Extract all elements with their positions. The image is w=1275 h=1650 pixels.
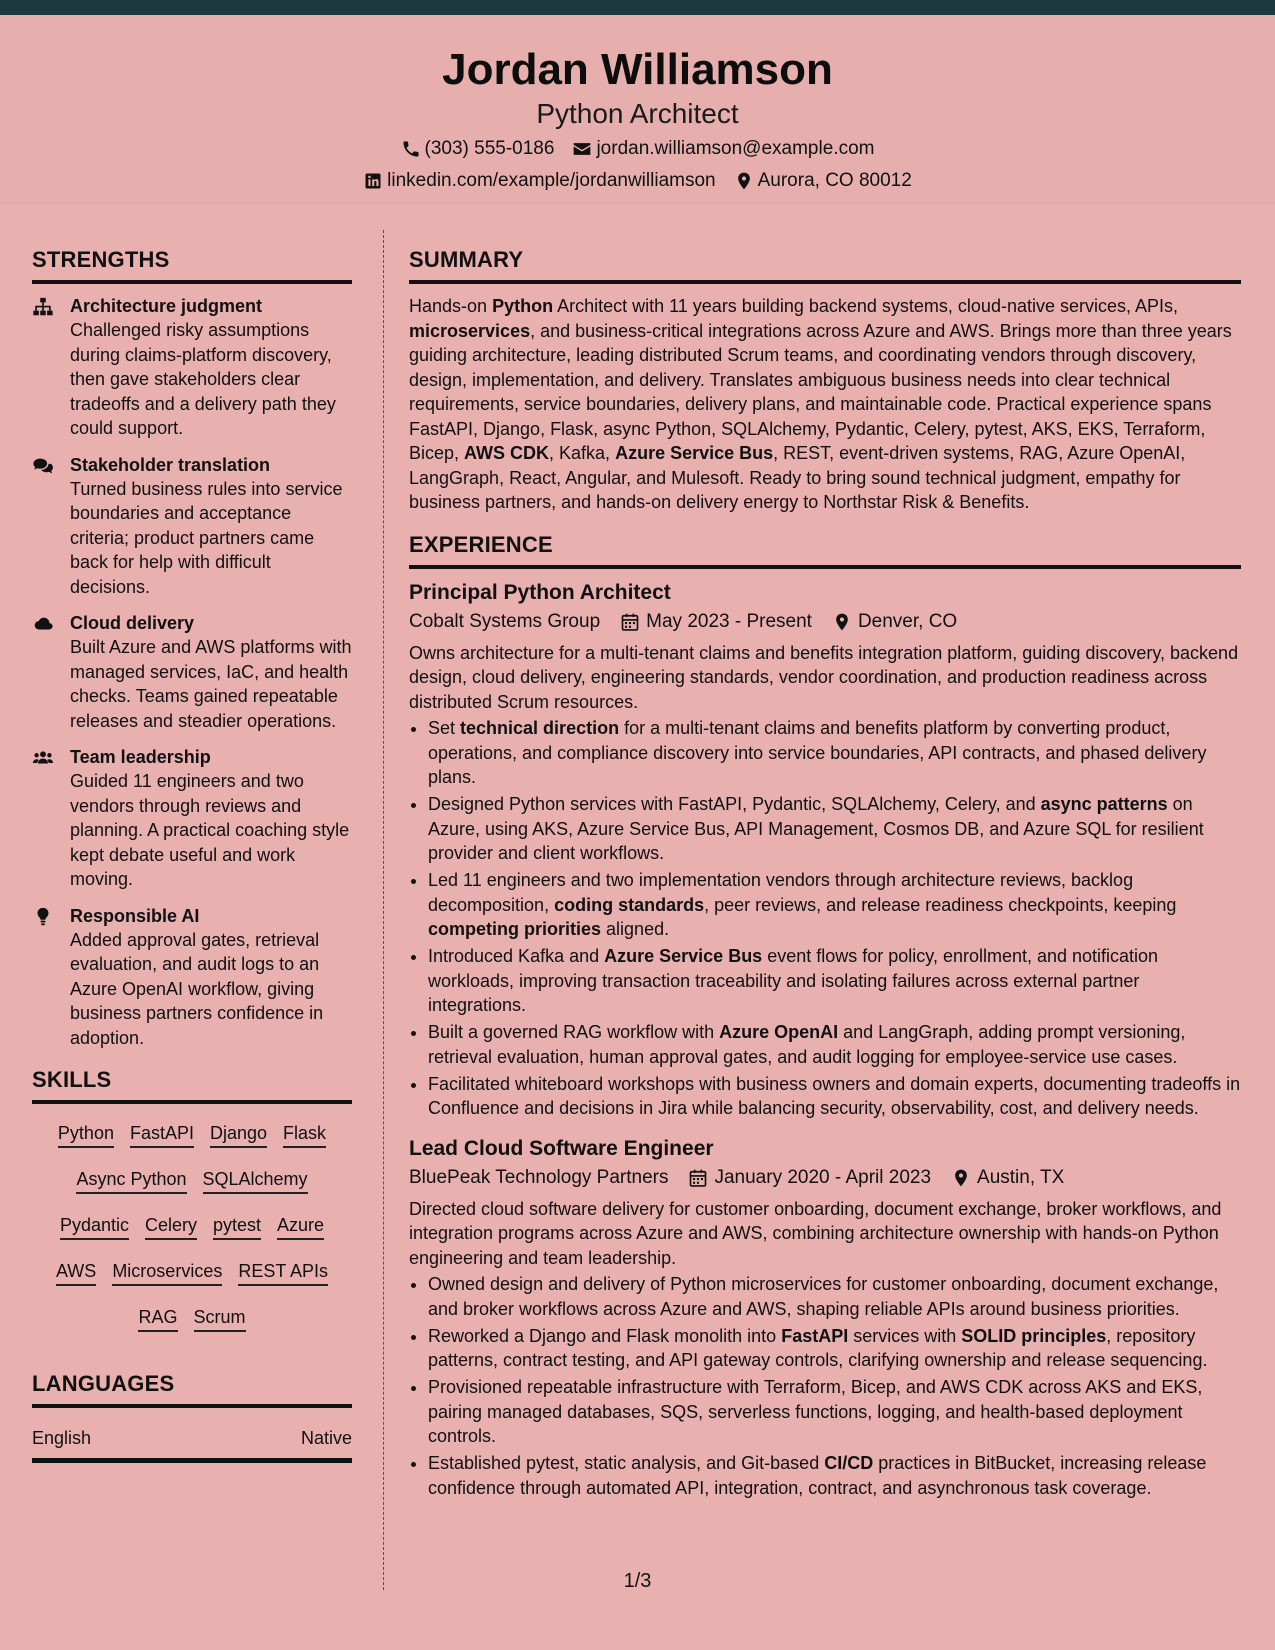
text-run: Hands-on <box>409 296 493 316</box>
strength-desc: Challenged risky assumptions during claims-platform discovery, then gave stakeholders clear tradeoffs and a delivery path they could support. <box>70 320 336 438</box>
text-run: Facilitated whiteboard workshops with business owners and domain experts, documenting tradeoffs in Confluence and decisions in Jira while balancing security, observability, cost, and delivery needs. <box>428 1073 1241 1118</box>
lightbulb-icon <box>32 904 70 1051</box>
skill-tag: Django <box>210 1122 267 1148</box>
bold-phrase: Azure Service Bus <box>604 946 763 966</box>
job-title: Lead Cloud Software Engineer <box>409 1136 714 1160</box>
job-bullet <box>428 944 1241 1018</box>
location-text: Aurora, CO 80012 <box>757 170 912 191</box>
comments-icon <box>32 453 70 600</box>
skill-tag: pytest <box>213 1214 261 1240</box>
strength-desc: Built Azure and AWS platforms with managed services, IaC, and health checks. Teams gained repeatable releases and steadier operations. <box>70 637 352 731</box>
envelope-icon <box>572 139 592 159</box>
skill-tag: Celery <box>145 1214 197 1240</box>
job-description: Owns architecture for a multi-tenant claims and benefits integration platform, guiding discovery, backend design, cloud delivery, engineering standards, vendor coordination, and production readiness across distributed Scrum resources. <box>409 642 1239 712</box>
text-run: Owned design and delivery of Python microservices for customer onboarding, document exchange, and broker workflows across Azure and AWS, shaping reliable APIs around business priorities. <box>428 1274 1219 1319</box>
job-bullet <box>428 1072 1241 1121</box>
skill-tag: AWS <box>56 1260 96 1286</box>
phone-text: (303) 555-0186 <box>424 138 555 159</box>
bold-phrase: async patterns <box>1040 794 1168 814</box>
map-pin-icon <box>832 612 852 632</box>
job-entry <box>409 1135 1241 1501</box>
job-description: Directed cloud software delivery for customer onboarding, document exchange, broker workflows, and integration programs across Azure and AWS, combining architecture ownership with hands-on Python engineering and team leadership. <box>409 1198 1222 1268</box>
skill-tag: Python <box>58 1122 114 1148</box>
skill-tag: RAG <box>138 1306 177 1332</box>
languages-heading: LANGUAGES <box>32 1370 352 1408</box>
job-dates: May 2023 - Present <box>646 610 812 632</box>
job-bullet <box>428 716 1241 790</box>
strength-item <box>32 745 352 892</box>
candidate-title: Python Architect <box>536 98 739 129</box>
right-column <box>409 246 1241 1514</box>
job-title: Principal Python Architect <box>409 580 671 604</box>
text-run: Provisioned repeatable infrastructure with Terraform, Bicep, and AWS CDK across AKS and EKS, pairing managed databases, SQS, serverless functions, logging, and health-based deployment controls. <box>428 1377 1203 1446</box>
phone-icon <box>401 139 421 159</box>
bold-phrase: CI/CD <box>824 1453 874 1473</box>
resume-header <box>0 15 1275 204</box>
strength-title: Responsible AI <box>70 905 200 926</box>
text-run: , Kafka, <box>549 443 616 463</box>
resume-body <box>0 204 1275 1604</box>
map-pin-icon <box>951 1168 971 1188</box>
strength-desc: Added approval gates, retrieval evaluation, and audit logs to an Azure OpenAI workflow, giving business partners confidence in adoption. <box>70 929 324 1048</box>
phone-contact <box>401 137 555 161</box>
location-contact <box>734 169 912 193</box>
text-run: Built a governed RAG workflow with <box>428 1022 720 1042</box>
strength-desc: Turned business rules into service boundaries and acceptance criteria; product partners came back for help with difficult decisions. <box>70 478 343 597</box>
map-pin-icon <box>734 171 754 191</box>
bold-phrase: microservices <box>409 320 531 341</box>
text-run: services with <box>848 1325 962 1346</box>
contact-row-1 <box>0 137 1275 161</box>
skill-tag: Scrum <box>194 1306 246 1332</box>
strength-item <box>32 453 352 600</box>
bold-phrase: technical direction <box>460 718 620 738</box>
skill-tag: Flask <box>283 1122 326 1148</box>
text-run: , repository patterns, contract testing, and API gateway controls, clarifying ownership and release sequencing. <box>428 1325 1208 1370</box>
job-company: Cobalt Systems Group <box>409 610 601 632</box>
text-run: , REST, event-driven systems, RAG, Azure OpenAI, LangGraph, React, Angular, and Mulesoft. Ready to bring sound technical judgment, empathy for business partners, and hands-on delivery energy to Northstar Risk & Benefits. <box>409 443 1186 512</box>
calendar-icon <box>688 1168 708 1188</box>
text-run: and LangGraph, adding prompt versioning, retrieval evaluation, human approval gates, and audit logging for employee-service use cases. <box>428 1022 1186 1067</box>
job-company: BluePeak Technology Partners <box>409 1166 669 1188</box>
job-location: Denver, CO <box>857 610 958 632</box>
skill-tag: Async Python <box>76 1168 186 1194</box>
text-run: Designed Python services with FastAPI, Pydantic, SQLAlchemy, Celery, and <box>428 794 1041 814</box>
job-bullet <box>428 1375 1241 1449</box>
skill-tag: Azure <box>277 1214 324 1240</box>
skill-tag: FastAPI <box>130 1122 194 1148</box>
text-run: for a multi-tenant claims and benefits platform by converting product, operations, and compliance discovery into service boundaries, API contracts, and phased delivery plans. <box>428 718 1207 787</box>
job-meta <box>409 609 1241 635</box>
job-bullet <box>428 792 1241 866</box>
text-run: event flows for policy, enrollment, and notification workloads, improving transaction traceability and isolating failures across external partner integrations. <box>428 946 1159 1015</box>
strength-item <box>32 294 352 441</box>
top-accent-bar <box>0 0 1275 15</box>
strength-title: Stakeholder translation <box>70 454 271 475</box>
bold-phrase: AWS CDK <box>464 443 550 463</box>
bold-phrase: Python <box>492 296 554 316</box>
skill-tag: REST APIs <box>238 1260 328 1286</box>
job-dates: January 2020 - April 2023 <box>714 1166 932 1188</box>
text-run: , and business-critical integrations across Azure and AWS. Brings more than three years guiding architecture, leading distributed Scrum teams, and coordinating vendors through discovery, design, implementation, and delivery. Translates ambiguous business needs into clear technical requirements, service boundaries, delivery plans, and maintainable code. Practical experience spans FastAPI, Django, Flask, async Python, SQLAlchemy, Pydantic, Celery, pytest, AKS, EKS, Terraform, Bicep, <box>409 320 1232 463</box>
page-number: 1/3 <box>623 1570 652 1592</box>
text-run: Led 11 engineers and two implementation vendors through architecture reviews, backlog decomposition, <box>428 870 1134 915</box>
bold-phrase: Azure OpenAI <box>719 1022 839 1042</box>
language-name: English <box>32 1428 92 1448</box>
text-run: , peer reviews, and release readiness checkpoints, keeping <box>704 894 1177 915</box>
linkedin-contact[interactable] <box>363 169 715 193</box>
bold-phrase: Azure Service Bus <box>615 443 774 463</box>
job-meta <box>409 1165 1241 1191</box>
job-bullet <box>428 1451 1241 1500</box>
job-bullet <box>428 1324 1241 1373</box>
text-run: Reworked a Django and Flask monolith into <box>428 1325 782 1346</box>
text-run: Introduced Kafka and <box>428 946 605 966</box>
bold-phrase: competing priorities <box>428 919 602 939</box>
strength-title: Architecture judgment <box>70 296 263 316</box>
skill-tag: Pydantic <box>60 1214 129 1240</box>
skill-tag: SQLAlchemy <box>203 1168 308 1194</box>
job-entry <box>409 579 1241 1121</box>
strength-title: Team leadership <box>70 747 211 767</box>
bold-phrase: SOLID principles <box>961 1325 1107 1346</box>
job-bullets <box>409 1272 1241 1500</box>
skill-tag: Microservices <box>112 1260 222 1286</box>
summary-text <box>409 294 1241 515</box>
column-divider <box>383 230 384 1590</box>
email-contact[interactable] <box>572 137 874 161</box>
job-bullet <box>428 868 1241 942</box>
language-row <box>32 1418 352 1463</box>
text-run: practices in BitBucket, increasing release confidence through automated API, integration, contract, and asynchronous task coverage. <box>428 1453 1207 1498</box>
left-column <box>32 246 352 1463</box>
email-text: jordan.williamson@example.com <box>596 138 875 159</box>
bold-phrase: coding standards <box>554 894 705 915</box>
job-bullets <box>409 716 1241 1121</box>
linkedin-icon <box>363 171 383 191</box>
cloud-icon <box>32 611 70 733</box>
calendar-icon <box>620 612 640 632</box>
strengths-heading: STRENGTHS <box>32 246 352 284</box>
strength-desc: Guided 11 engineers and two vendors through reviews and planning. A practical coaching style kept debate useful and work moving. <box>70 771 350 889</box>
users-icon <box>32 745 70 892</box>
text-run: Architect with 11 years building backend systems, cloud-native services, APIs, <box>553 296 1179 316</box>
job-location: Austin, TX <box>977 1166 1065 1188</box>
contact-row-2 <box>0 169 1275 193</box>
strength-title: Cloud delivery <box>70 613 195 633</box>
text-run: Established pytest, static analysis, and Git-based <box>428 1453 825 1473</box>
experience-heading: EXPERIENCE <box>409 531 1241 569</box>
strength-item <box>32 611 352 733</box>
skills-list <box>32 1114 352 1344</box>
text-run: on Azure, using AKS, Azure Service Bus, API Management, Cosmos DB, and Azure SQL for resilient provider and client workflows. <box>428 794 1204 863</box>
skills-heading: SKILLS <box>32 1066 352 1104</box>
bold-phrase: FastAPI <box>781 1325 849 1346</box>
strength-item <box>32 904 352 1051</box>
sitemap-icon <box>32 294 70 441</box>
summary-heading: SUMMARY <box>409 246 1241 284</box>
candidate-name: Jordan Williamson <box>442 45 833 94</box>
text-run: Set <box>428 718 461 738</box>
linkedin-text: linkedin.com/example/jordanwilliamson <box>387 170 716 191</box>
text-run: aligned. <box>601 919 670 939</box>
job-bullet <box>428 1020 1241 1069</box>
language-level: Native <box>300 1428 352 1448</box>
job-bullet <box>428 1272 1241 1321</box>
